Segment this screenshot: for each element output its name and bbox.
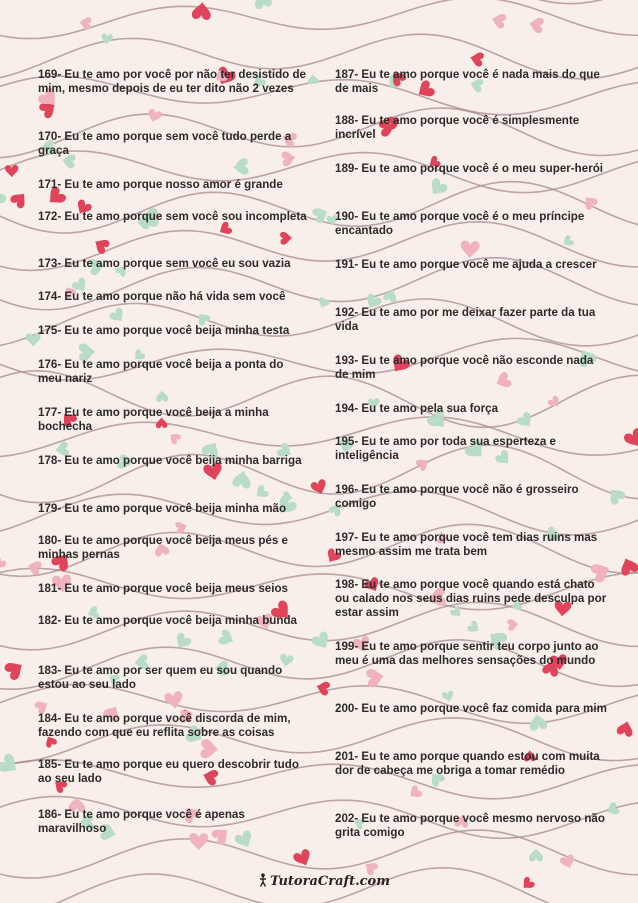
list-item: 180- Eu te amo porque você beija meus pés e minhas pernas	[38, 534, 289, 561]
heart-icon	[0, 187, 8, 212]
heart-icon	[605, 484, 627, 506]
list-item: 172- Eu te amo porque sem você sou incompleta	[38, 210, 307, 223]
list-item: 179- Eu te amo porque você beija minha mão	[38, 502, 287, 515]
list-item: 170- Eu te amo porque sem você tudo perde a graça	[38, 130, 292, 157]
heart-icon	[0, 556, 7, 571]
list-item: 187- Eu te amo porque você é nada mais do que de mais	[335, 68, 600, 95]
list-item: 199- Eu te amo porque sentir teu corpo junto ao meu é uma das melhores sensações do mundo	[335, 640, 599, 667]
list-item: 176- Eu te amo porque você beija a ponta do meu nariz	[38, 358, 284, 385]
list-item: 196- Eu te amo porque você não é grosseiro comigo	[335, 483, 579, 510]
list-item: 177- Eu te amo porque você beija a minha bochecha	[38, 406, 269, 433]
heart-icon	[156, 390, 169, 402]
heart-icon	[622, 427, 638, 452]
list-item: 175- Eu te amo porque você beija minha testa	[38, 324, 290, 337]
heart-icon	[9, 189, 30, 210]
list-item: 189- Eu te amo porque você é o meu super-herói	[335, 162, 604, 175]
heart-icon	[528, 16, 545, 34]
footer-brand	[258, 873, 398, 889]
list-item: 202- Eu te amo porque você mesmo nervoso não grita comigo	[335, 812, 605, 839]
heart-icon	[3, 657, 27, 681]
list-item: 193- Eu te amo porque você não esconde nada de mim	[335, 354, 594, 381]
heart-icon	[108, 306, 127, 325]
list-item: 186- Eu te amo porque você é apenas maravilhoso	[38, 808, 245, 835]
heart-icon	[217, 628, 236, 648]
heart-icon	[232, 158, 249, 176]
heart-icon	[490, 12, 507, 30]
heart-icon	[382, 287, 399, 303]
heart-icon	[366, 667, 386, 688]
heart-icon	[5, 165, 19, 177]
heart-icon	[507, 618, 519, 631]
heart-icon	[252, 0, 273, 10]
heart-icon	[311, 204, 330, 224]
heart-icon	[460, 240, 480, 258]
list-item: 182- Eu te amo porque você beija minha bunda	[38, 614, 297, 627]
list-item: 184- Eu te amo porque você discorda de mim, fazendo com que eu reflita sobre as coisas	[38, 712, 291, 739]
heart-icon	[0, 752, 22, 778]
brand-text: TutoraCraft.com	[270, 874, 390, 889]
list-item: 178- Eu te amo porque você beija minha barriga	[38, 454, 302, 467]
heart-icon	[426, 177, 449, 200]
heart-icon	[316, 296, 330, 310]
list-item: 195- Eu te amo por toda sua esperteza e inteligência	[335, 435, 557, 462]
vine-line	[0, 0, 638, 4]
heart-icon	[280, 231, 292, 244]
heart-icon	[100, 33, 113, 45]
heart-icon	[469, 51, 485, 68]
heart-icon	[407, 784, 424, 801]
heart-icon	[192, 1, 212, 20]
heart-icon	[232, 469, 253, 489]
heart-icon	[79, 16, 92, 30]
list-item: 171- Eu te amo porque nosso amor é grande	[38, 178, 283, 191]
list-item: 200- Eu te amo porque você faz comida para mim	[335, 702, 607, 715]
list-item: 198- Eu te amo porque você quando está chato ou calado nos seus dias ruins pede desculpa por estar assim	[335, 578, 607, 619]
heart-icon	[200, 739, 219, 759]
heart-icon	[529, 848, 543, 861]
list-item: 201- Eu te amo porque quando estou com muita dor de cabeça me obriga a tomar remédio	[335, 750, 600, 777]
heart-icon	[146, 108, 163, 124]
list-item: 174- Eu te amo porque não há vida sem você	[38, 290, 286, 303]
heart-icon	[315, 680, 331, 697]
person-icon	[258, 873, 268, 887]
heart-icon	[466, 620, 482, 636]
heart-icon	[559, 854, 576, 871]
heart-icon	[164, 691, 185, 711]
list-item: 181- Eu te amo porque você beija meus seios	[38, 582, 289, 595]
list-item: 188- Eu te amo porque você é simplesmente incrível	[335, 114, 580, 141]
heart-icon	[310, 630, 333, 653]
heart-icon	[519, 876, 536, 893]
list-item: 194- Eu te amo pela sua força	[335, 402, 499, 415]
list-item: 197- Eu te amo porque você tem dias ruins mas mesmo assim me trata bem	[335, 531, 598, 558]
heart-icon	[616, 719, 635, 737]
list-item: 183- Eu te amo por ser quem eu sou quando estou ao seu lado	[38, 664, 283, 691]
heart-icon	[91, 235, 110, 255]
list-item: 185- Eu te amo porque eu quero descobrir tudo ao seu lado	[38, 758, 299, 785]
list-item: 192- Eu te amo por me deixar fazer parte da tua vida	[335, 306, 596, 333]
heart-icon	[253, 484, 270, 501]
list-item: 173- Eu te amo porque sem você eu sou vazia	[38, 257, 291, 270]
list-item: 169- Eu te amo por você por não ter desistido de mim, mesmo depois de eu ter dito não 2 vezes	[38, 68, 307, 95]
list-item: 191- Eu te amo porque você me ajuda a crescer	[335, 258, 597, 271]
list-item: 190- Eu te amo porque você é o meu príncipe encantado	[335, 210, 585, 237]
